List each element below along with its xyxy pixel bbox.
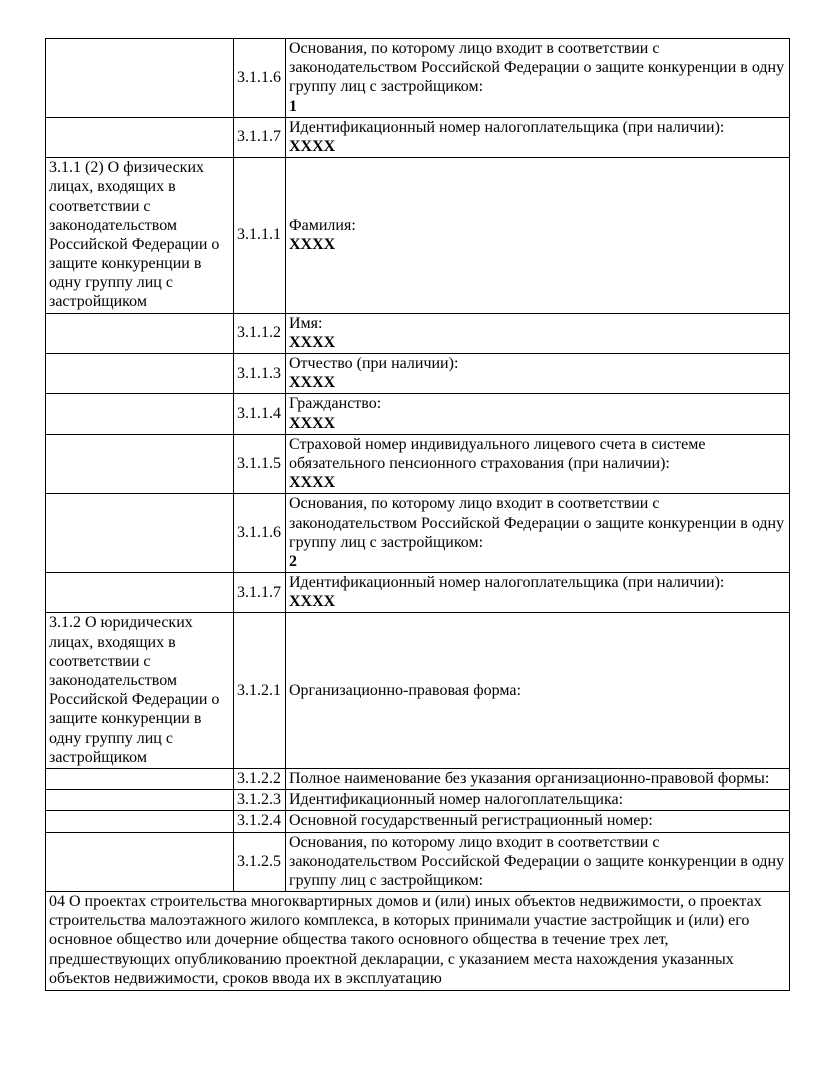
section-cell: 3.1.2 О юридических лицах, входящих в соответствии с законодательством Российской Федерации о защите конкуренции в одну группу лиц с застройщиком [46,613,234,769]
table-row [46,494,790,573]
field-label: Основания, по которому лицо входит в соответствии с законодательством Российской Федерации о защите конкуренции в одну группу лиц с застройщиком: [289,833,785,889]
table-row [46,313,790,353]
table-row [46,573,790,613]
item-number-cell: 3.1.1.1 [234,158,286,314]
field-label: Основания, по которому лицо входит в соответствии с законодательством Российской Федерации о защите конкуренции в одну группу лиц с застройщиком: [289,495,785,551]
section-cell [46,573,234,613]
section-cell [46,354,234,394]
section-cell: 3.1.1 (2) О физических лицах, входящих в соответствии с законодательством Российской Федерации о защите конкуренции в одну группу лиц с застройщиком [46,158,234,314]
field-cell [286,494,790,573]
field-cell [286,790,790,811]
field-value: ХХХХ [289,374,336,392]
field-value: ХХХХ [289,137,336,155]
item-number-cell: 3.1.2.4 [234,811,286,832]
field-cell [286,573,790,613]
item-number-cell: 3.1.1.3 [234,354,286,394]
field-cell [286,313,790,353]
field-label: Страховой номер индивидуального лицевого счета в системе обязательного пенсионного страхования (при наличии): [289,435,706,472]
item-number-cell: 3.1.1.4 [234,394,286,434]
field-value: 2 [289,552,297,570]
field-cell [286,434,790,494]
section-cell [46,39,234,118]
field-cell [286,613,790,769]
section-cell [46,832,234,892]
section-cell [46,811,234,832]
field-label: Идентификационный номер налогоплательщика (при наличии): [289,118,725,136]
field-cell [286,394,790,434]
declaration-table [45,38,790,991]
table-row [46,832,790,892]
field-label: Имя: [289,314,323,332]
field-label: Основной государственный регистрационный номер: [289,812,653,830]
field-cell [286,117,790,157]
table-row [46,158,790,314]
table-row [46,434,790,494]
item-number-cell: 3.1.1.5 [234,434,286,494]
section-cell [46,768,234,789]
item-number-cell: 3.1.1.7 [234,117,286,157]
item-number-cell: 3.1.2.5 [234,832,286,892]
table-row [46,790,790,811]
section-cell [46,313,234,353]
field-value: ХХХХ [289,333,336,351]
item-number-cell: 3.1.2.2 [234,768,286,789]
item-number-cell: 3.1.1.6 [234,494,286,573]
section-04-header: 04 О проектах строительства многоквартирных домов и (или) иных объектов недвижимости, о проектах строительства малоэтажного жилого комплекса, в которых принимали участие застройщик и (или) его основное общество или дочерние общества такого основного общества в течение трех лет, предшествующих опубликованию проектной декларации, с указанием места нахождения указанных объектов недвижимости, сроков ввода их в эксплуатацию [46,892,790,991]
item-number-cell: 3.1.2.3 [234,790,286,811]
field-label: Фамилия: [289,216,356,234]
field-value: ХХХХ [289,414,336,432]
field-label: Полное наименование без указания организационно-правовой формы: [289,769,770,787]
field-value: ХХХХ [289,474,336,492]
table-row [46,39,790,118]
section-cell [46,790,234,811]
field-value: 1 [289,97,297,115]
field-label: Гражданство: [289,395,382,413]
field-cell [286,354,790,394]
field-cell [286,158,790,314]
item-number-cell: 3.1.1.7 [234,573,286,613]
item-number-cell: 3.1.1.2 [234,313,286,353]
section-cell [46,117,234,157]
section-cell [46,434,234,494]
field-value: ХХХХ [289,593,336,611]
field-label: Основания, по которому лицо входит в соответствии с законодательством Российской Федерации о защите конкуренции в одну группу лиц с застройщиком: [289,40,785,96]
field-cell [286,768,790,789]
field-value: ХХХХ [289,235,336,253]
table-row [46,394,790,434]
table-row [46,354,790,394]
table-row [46,117,790,157]
table-row [46,768,790,789]
table-row [46,811,790,832]
field-label: Организационно-правовая форма: [289,681,521,699]
field-label: Идентификационный номер налогоплательщика (при наличии): [289,574,725,592]
field-cell [286,832,790,892]
field-label: Идентификационный номер налогоплательщика: [289,791,624,809]
field-label: Отчество (при наличии): [289,355,459,372]
table-row-section-04 [46,892,790,991]
field-cell [286,811,790,832]
table-row [46,613,790,769]
item-number-cell: 3.1.2.1 [234,613,286,769]
section-cell [46,494,234,573]
field-cell [286,39,790,118]
item-number-cell: 3.1.1.6 [234,39,286,118]
section-cell [46,394,234,434]
